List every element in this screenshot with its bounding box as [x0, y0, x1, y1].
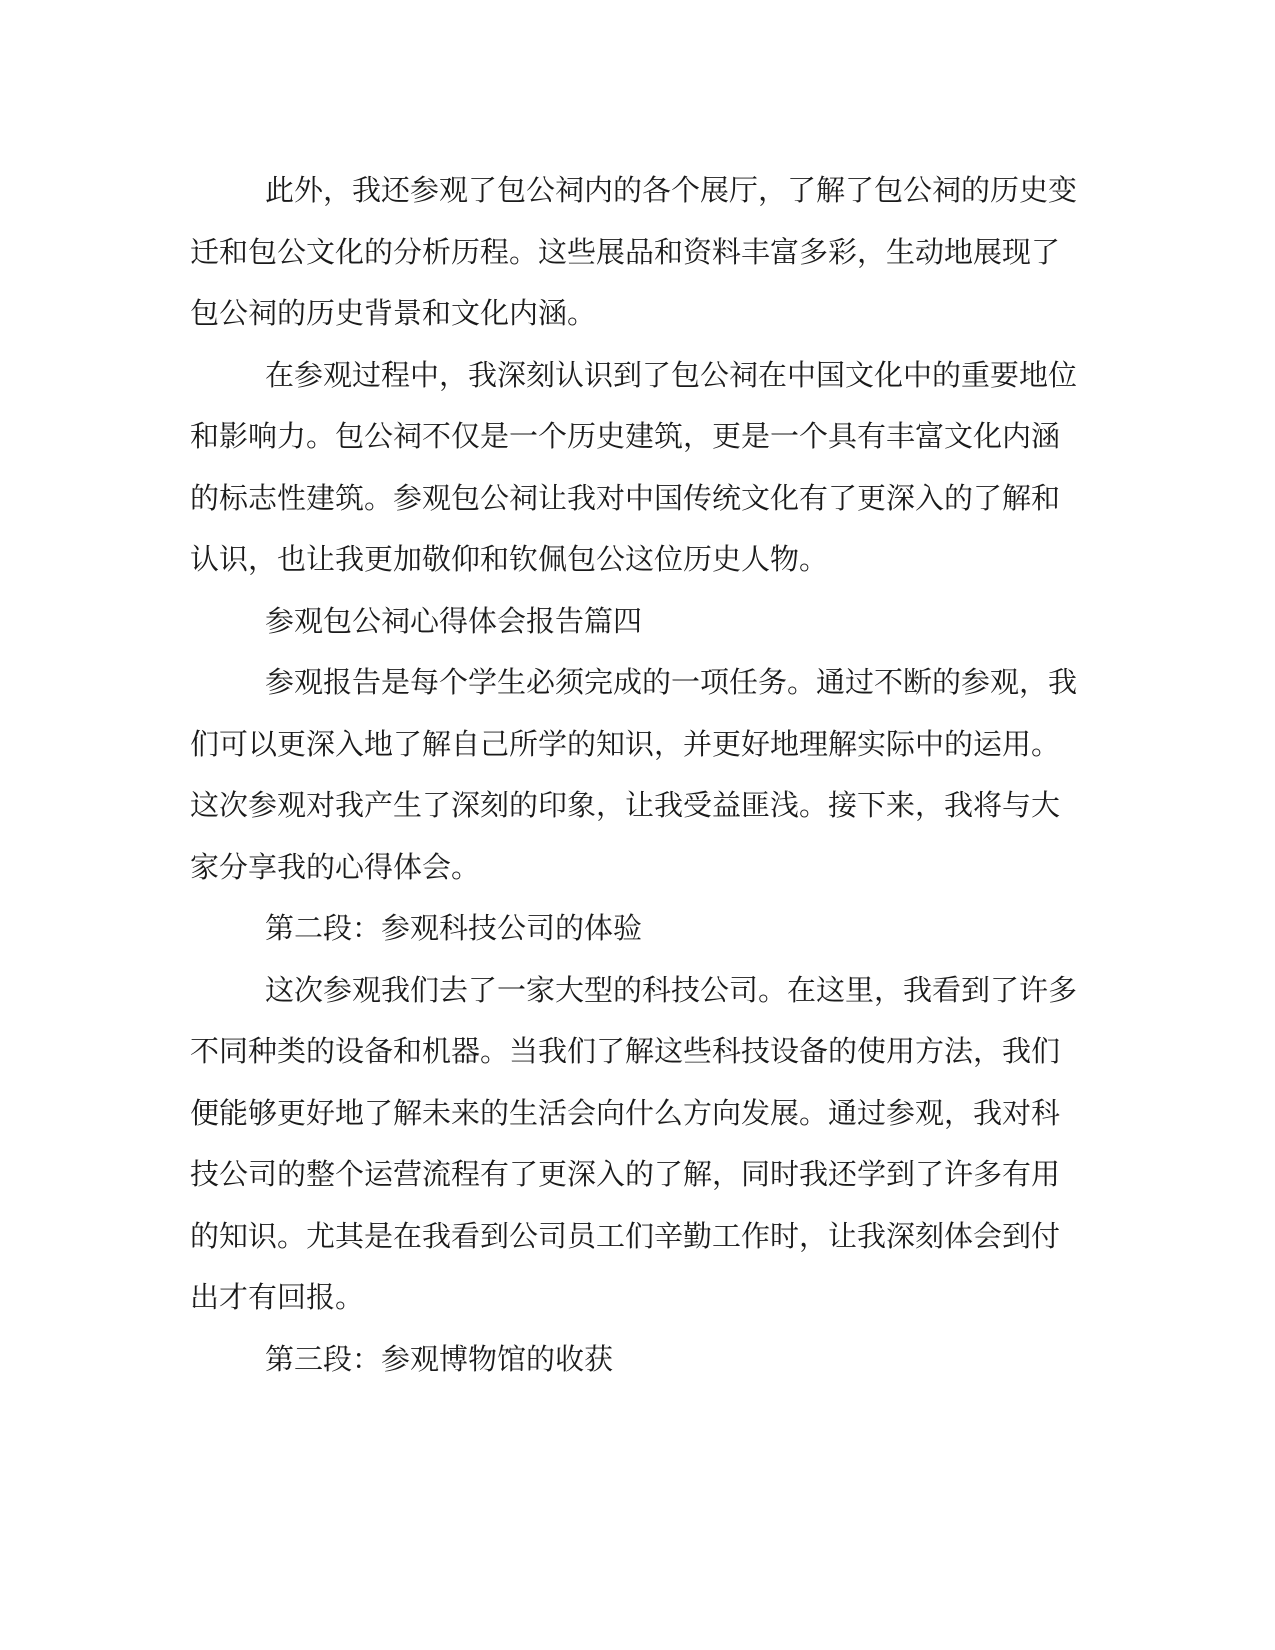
- text-line: 和影响力。包公祠不仅是一个历史建筑，更是一个具有丰富文化内涵: [190, 419, 1061, 453]
- paragraph: [190, 960, 1080, 1329]
- text-line: 技公司的整个运营流程有了更深入的了解，同时我还学到了许多有用: [190, 1157, 1061, 1191]
- text-line: 出才有回报。: [190, 1280, 365, 1314]
- text-line: 的标志性建筑。参观包公祠让我对中国传统文化有了更深入的了解和: [190, 480, 1061, 515]
- heading-text: 参观包公祠心得体会报告篇四: [265, 603, 643, 638]
- text-line: 迁和包公文化的分析历程。这些展品和资料丰富多彩，生动地展现了: [190, 234, 1061, 269]
- paragraph: [190, 160, 1080, 345]
- section-heading: [190, 1329, 1080, 1391]
- text-line: 便能够更好地了解未来的生活会向什么方向发展。通过参观，我对科: [190, 1095, 1061, 1130]
- text-line: 家分享我的心得体会。: [190, 849, 481, 884]
- text-line: 们可以更深入地了解自己所学的知识，并更好地理解实际中的运用。: [190, 726, 1061, 761]
- heading-text: 第二段：参观科技公司的体验: [265, 911, 643, 945]
- text-line: 在参观过程中，我深刻认识到了包公祠在中国文化中的重要地位: [265, 357, 1078, 392]
- paragraph: [190, 652, 1080, 898]
- text-line: 的知识。尤其是在我看到公司员工们辛勤工作时，让我深刻体会到付: [190, 1218, 1061, 1253]
- document-body: [190, 160, 1080, 1390]
- heading-text: 第三段：参观博物馆的收获: [265, 1341, 614, 1376]
- section-heading: [190, 898, 1080, 960]
- paragraph: [190, 345, 1080, 591]
- text-line: 这次参观对我产生了深刻的印象，让我受益匪浅。接下来，我将与大: [190, 788, 1061, 822]
- text-line: 认识，也让我更加敬仰和钦佩包公这位历史人物。: [190, 542, 829, 576]
- text-line: 参观报告是每个学生必须完成的一项任务。通过不断的参观，我: [265, 665, 1078, 699]
- text-line: 包公祠的历史背景和文化内涵。: [190, 296, 597, 330]
- text-line: 此外，我还参观了包公祠内的各个展厅，了解了包公祠的历史变: [265, 173, 1078, 207]
- section-heading: [190, 591, 1080, 653]
- text-line: 这次参观我们去了一家大型的科技公司。在这里，我看到了许多: [265, 972, 1078, 1007]
- text-line: 不同种类的设备和机器。当我们了解这些科技设备的使用方法，我们: [190, 1034, 1061, 1068]
